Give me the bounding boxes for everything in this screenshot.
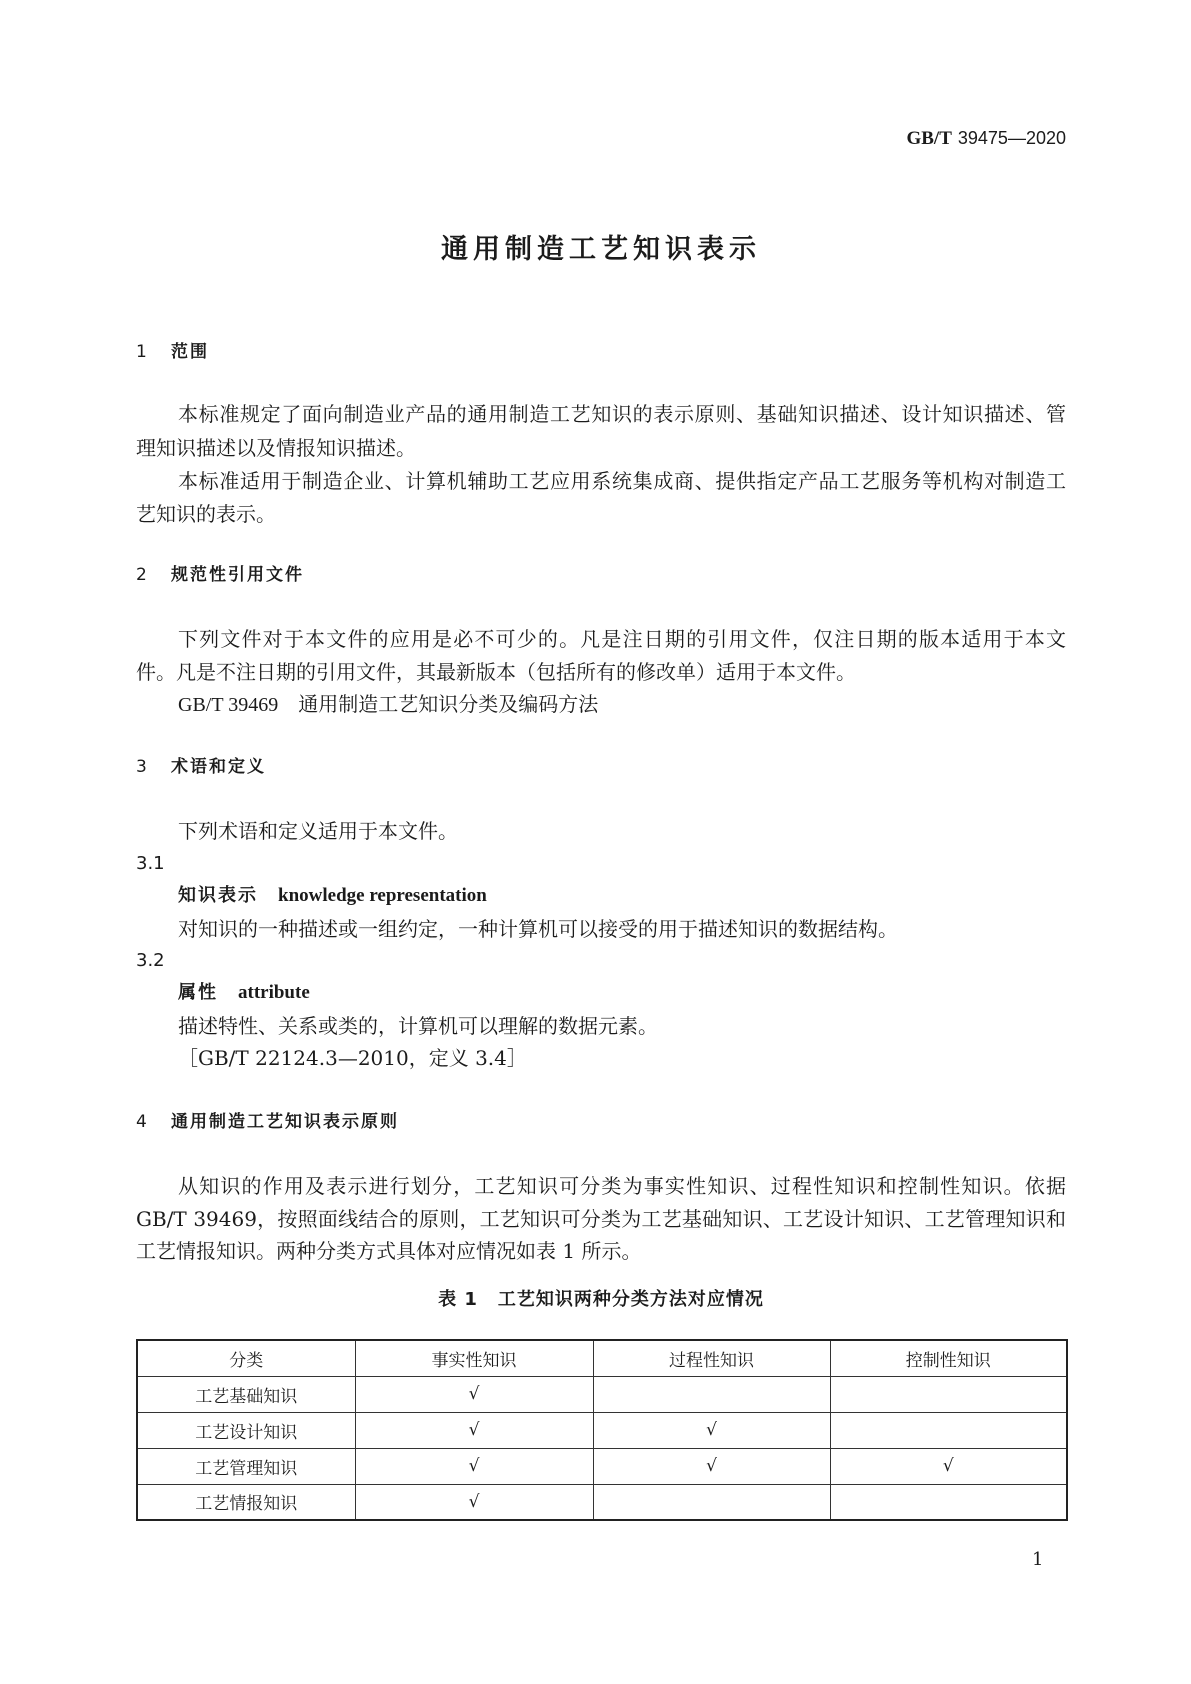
table-cell [830,1484,1067,1520]
section-heading-normative-references [136,562,304,588]
table-row [137,1376,1067,1412]
paragraph-line: GB/T 39469，按照面线结合的原则，工艺知识可分类为工艺基础知识、工艺设计知识、工艺管理知识和 [136,1207,1066,1231]
section-title: 术语和定义 [171,757,266,777]
section-number: 4 [136,1112,147,1132]
table-header-cell: 控制性知识 [830,1340,1067,1376]
document-title: 通用制造工艺知识表示 [441,234,761,265]
table-cell: √ [830,1448,1067,1484]
paragraph-line: 件。凡是不注日期的引用文件，其最新版本（包括所有的修改单）适用于本文件。 [136,660,856,684]
section-number: 2 [136,565,147,585]
table-cell [593,1484,830,1520]
section-title: 规范性引用文件 [171,565,304,585]
section-heading-principles [136,1109,399,1135]
table-cell: 工艺情报知识 [137,1484,355,1520]
term-entry [178,883,487,909]
table-header-row [137,1340,1067,1376]
reference-entry [178,691,1066,718]
table-header-cell: 分类 [137,1340,355,1376]
section-number: 3 [136,757,147,777]
table-cell: 工艺基础知识 [137,1376,355,1412]
section-number: 1 [136,342,147,362]
section-title: 范围 [171,342,209,362]
table-cell: √ [593,1412,830,1448]
table-cell: √ [355,1484,593,1520]
section-title: 通用制造工艺知识表示原则 [171,1112,399,1132]
document-code [906,126,1066,151]
table-cell: √ [593,1448,830,1484]
term-chinese: 属性 [178,982,218,1003]
table-caption [136,1287,1066,1313]
table-row [137,1484,1067,1520]
table-row [137,1412,1067,1448]
table-header-cell: 过程性知识 [593,1340,830,1376]
section-heading-scope [136,339,209,365]
table-cell: √ [355,1412,593,1448]
paragraph-line: 工艺情报知识。两种分类方式具体对应情况如表 1 所示。 [136,1239,642,1263]
paragraph-line: 下列文件对于本文件的应用是必不可少的。凡是注日期的引用文件，仅注日期的版本适用于本文 [178,627,1066,651]
term-definition: 对知识的一种描述或一组约定，一种计算机可以接受的用于描述知识的数据结构。 [178,917,898,941]
table-label: 表 1 [438,1289,478,1310]
table-caption-text: 工艺知识两种分类方法对应情况 [497,1289,764,1310]
term-english: knowledge representation [278,885,487,906]
section-heading-terms [136,754,266,780]
document-code-number: 39475—2020 [957,128,1066,148]
paragraph-line: 艺知识的表示。 [136,502,276,526]
table-cell [830,1412,1067,1448]
table-cell: 工艺管理知识 [137,1448,355,1484]
terms-intro: 下列术语和定义适用于本文件。 [178,819,458,843]
table-cell: 工艺设计知识 [137,1412,355,1448]
table-cell [593,1376,830,1412]
table-cell [830,1376,1067,1412]
classification-table [136,1339,1068,1521]
paragraph-line: 理知识描述以及情报知识描述。 [136,436,416,460]
term-source: ［GB/T 22124.3—2010，定义 3.4］ [178,1046,527,1070]
paragraph-line: 本标准适用于制造企业、计算机辅助工艺应用系统集成商、提供指定产品工艺服务等机构对制造工 [178,469,1066,493]
term-entry [178,980,310,1006]
term-english: attribute [238,982,310,1003]
table-cell: √ [355,1448,593,1484]
term-definition: 描述特性、关系或类的，计算机可以理解的数据元素。 [178,1014,658,1038]
reference-title: 通用制造工艺知识分类及编码方法 [298,692,599,716]
paragraph-line: 从知识的作用及表示进行划分，工艺知识可分类为事实性知识、过程性知识和控制性知识。依据 [178,1174,1066,1198]
term-chinese: 知识表示 [178,885,258,906]
term-number: 3.1 [136,853,165,874]
table-cell: √ [355,1376,593,1412]
document-code-prefix: GB/T [906,128,952,149]
paragraph-line: 本标准规定了面向制造业产品的通用制造工艺知识的表示原则、基础知识描述、设计知识描述、管 [178,402,1066,426]
table-header-cell: 事实性知识 [355,1340,593,1376]
page-number: 1 [1032,1549,1044,1570]
reference-code: GB/T 39469 [178,694,279,716]
table-row [137,1448,1067,1484]
term-number: 3.2 [136,950,165,971]
